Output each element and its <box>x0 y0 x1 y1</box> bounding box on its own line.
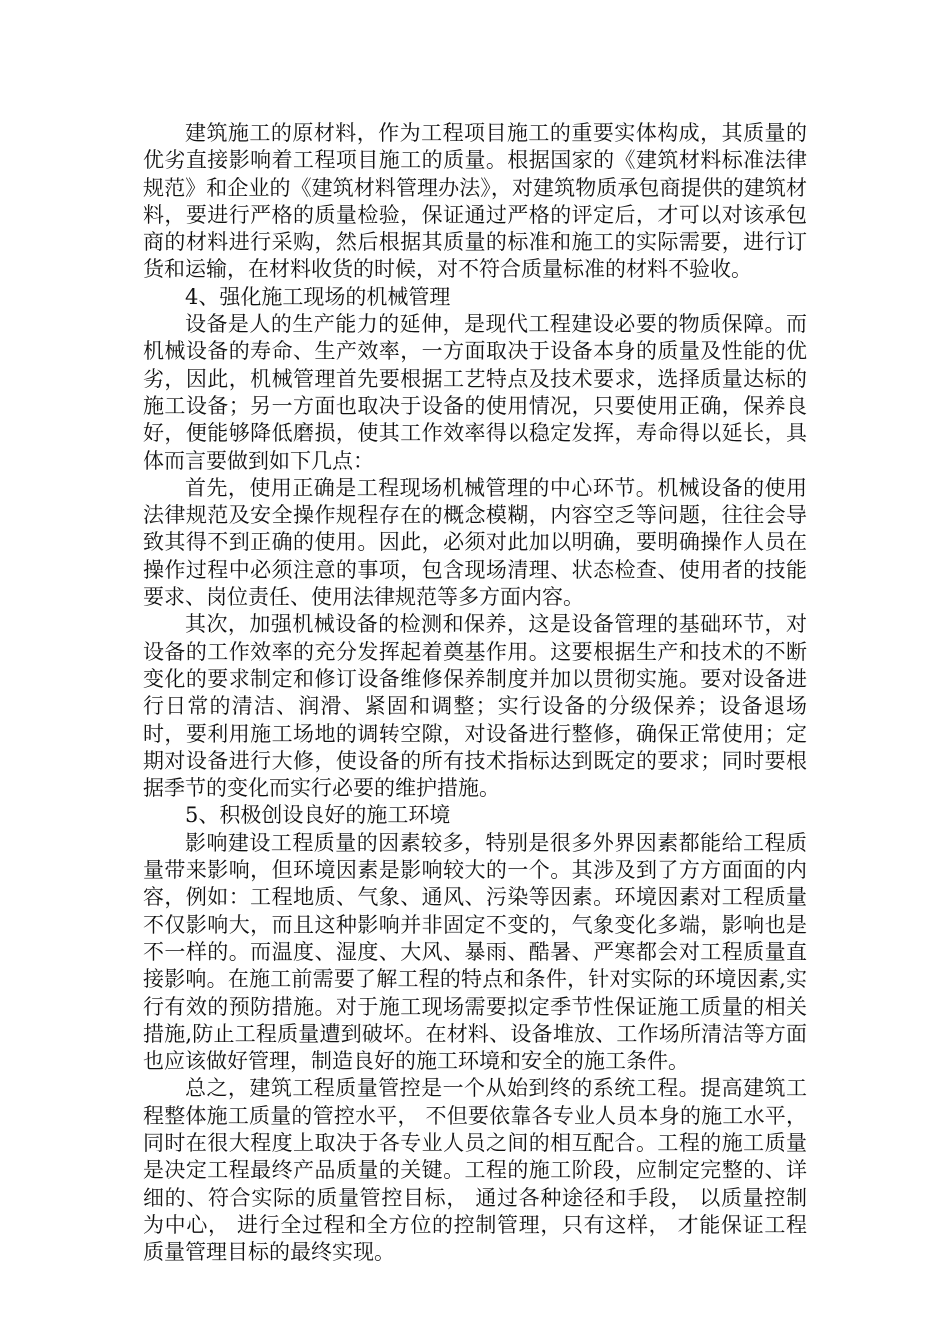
paragraph-maintenance: 其次，加强机械设备的检测和保养，这是设备管理的基础环节，对设备的工作效率的充分发挥起着奠基作用。这要根据生产和技术的不断变化的要求制定和修订设备维修保养制度并加以贯彻实施。要对设备进行日常的清洁、润滑、紧固和调整；实行设备的分级保养；设备退场时，要利用施工场地的调转空隙，对设备进行整修，确保正常使用；定期对设备进行大修，使设备的所有技术指标达到既定的要求；同时要根据季节的变化而实行必要的维护措施。 <box>143 612 807 801</box>
paragraph-environment: 影响建设工程质量的因素较多，特别是很多外界因素都能给工程质量带来影响，但环境因素是影响较大的一个。其涉及到了方方面面的内容，例如：工程地质、气象、通风、污染等因素。环境因素对工程质量不仅影响大，而且这种影响并非固定不变的，气象变化多端，影响也是不一样的。而温度、湿度、大风、暴雨、酷暑、严寒都会对工程质量直接影响。在施工前需要了解工程的特点和条件，针对实际的环境因素,实行有效的预防措施。对于施工现场需要拟定季节性保证施工质量的相关措施,防止工程质量遭到破坏。在材料、设备堆放、工作场所清洁等方面也应该做好管理，制造良好的施工环境和安全的施工条件。 <box>143 830 807 1074</box>
document-body <box>143 120 807 1266</box>
paragraph-correct-use: 首先，使用正确是工程现场机械管理的中心环节。机械设备的使用法律规范及安全操作规程存在的概念模糊，内容空乏等问题，往往会导致其得不到正确的使用。因此，必须对此加以明确，要明确操作人员在操作过程中必须注意的事项，包含现场清理、状态检查、使用者的技能要求、岗位责任、使用法律规范等多方面内容。 <box>143 475 807 610</box>
section-heading-environment: 5、积极创设良好的施工环境 <box>185 803 451 828</box>
paragraph-conclusion: 总之，建筑工程质量管控是一个从始到终的系统工程。提高建筑工程整体施工质量的管控水平， 不但要依靠各专业人员本身的施工水平， 同时在很大程度上取决于各专业人员之间的相互配合。工程的施工质量是决定工程最终产品质量的关键。工程的施工阶段，应制定完整的、详细的、符合实际的质量管控目标， 通过各种途径和手段， 以质量控制为中心， 进行全过程和全方位的控制管理，只有这样， 才能保证工程质量管理目标的最终实现。 <box>143 1076 807 1265</box>
paragraph-materials: 建筑施工的原材料，作为工程项目施工的重要实体构成，其质量的优劣直接影响着工程项目施工的质量。根据国家的《建筑材料标准法律规范》和企业的《建筑材料管理办法》，对建筑物质承包商提供的建筑材料，要进行严格的质量检验，保证通过严格的评定后，才可以对该承包商的材料进行采购，然后根据其质量的标准和施工的实际需要，进行订货和运输，在材料收货的时候，对不符合质量标准的材料不验收。 <box>143 121 807 282</box>
section-heading-machinery: 4、强化施工现场的机械管理 <box>185 284 451 309</box>
paragraph-equipment-intro: 设备是人的生产能力的延伸，是现代工程建设必要的物质保障。而机械设备的寿命、生产效率，一方面取决于设备本身的质量及性能的优劣，因此，机械管理首先要根据工艺特点及技术要求，选择质量达标的施工设备；另一方面也取决于设备的使用情况，只要使用正确，保养良好，便能够降低磨损，使其工作效率得以稳定发挥，寿命得以延长，具体而言要做到如下几点： <box>143 312 807 473</box>
